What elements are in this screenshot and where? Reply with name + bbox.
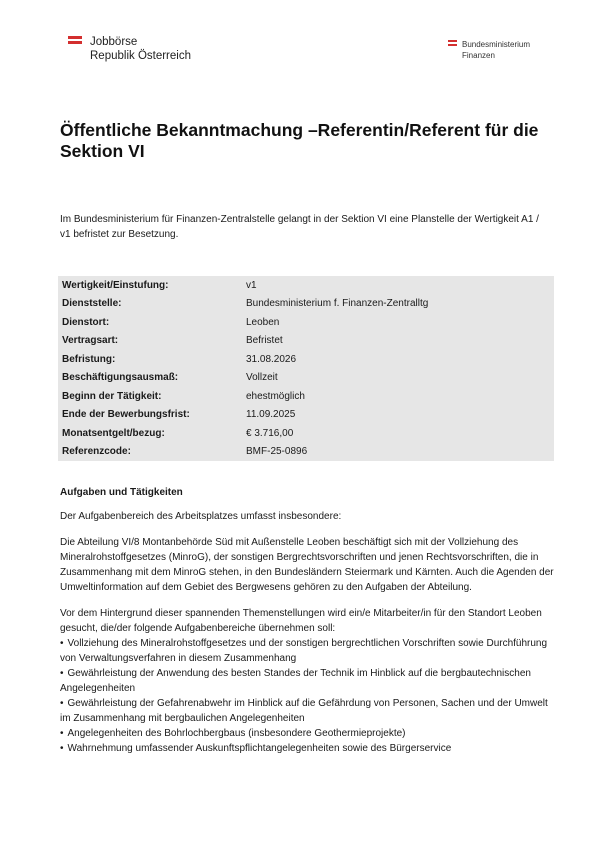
- jobboerse-logo-text: [90, 35, 191, 63]
- details-label: Referenzcode:: [62, 446, 131, 458]
- details-label: Wertigkeit/Einstufung:: [62, 279, 169, 291]
- bullet-icon: •: [60, 668, 64, 679]
- details-row: [58, 387, 554, 406]
- logo-left-line1: Jobbörse: [90, 36, 138, 48]
- details-value: v1: [246, 279, 257, 291]
- details-value: Vollzeit: [246, 372, 278, 384]
- ministry-logo-text: [462, 39, 530, 61]
- details-row: [58, 313, 554, 332]
- bullet-icon: •: [60, 698, 64, 709]
- details-label: Monatsentgelt/bezug:: [62, 427, 165, 439]
- logo-left-line2: Republik Österreich: [90, 50, 191, 62]
- task-list: [60, 636, 555, 756]
- details-label: Beginn der Tätigkeit:: [62, 390, 162, 402]
- section-paragraph: Vor dem Hintergrund dieser spannenden Themenstellungen wird ein/e Mitarbeiter/in für den Standort Leoben gesucht, die/der folgende Aufgabenbereiche übernehmen soll:: [60, 608, 542, 634]
- section-content: [60, 509, 555, 756]
- details-row: [58, 424, 554, 443]
- details-value: 31.08.2026: [246, 353, 297, 365]
- list-item-text: Gewährleistung der Gefahrenabwehr im Hinblick auf die Gefährdung von Personen, Sachen und der Umwelt im Zusammenhang mit bergbaulichen Angelegenheiten: [60, 698, 548, 724]
- details-row: [58, 332, 554, 351]
- bullet-icon: •: [60, 638, 64, 649]
- details-label: Beschäftigungsausmaß:: [62, 372, 179, 384]
- details-value: BMF-25-0896: [246, 446, 308, 458]
- details-value: ehestmöglich: [246, 390, 305, 402]
- page-title: Öffentliche Bekanntmachung –Referentin/Referent für die Sektion VI: [60, 120, 539, 161]
- details-label: Ende der Bewerbungsfrist:: [62, 409, 190, 421]
- details-row: [58, 369, 554, 388]
- details-row: [58, 443, 554, 462]
- details-row: [58, 350, 554, 369]
- list-item: [60, 726, 555, 741]
- details-label: Dienstort:: [62, 316, 110, 328]
- details-value: Bundesministerium f. Finanzen-Zentralltg: [246, 298, 429, 310]
- bullet-icon: •: [60, 728, 64, 739]
- details-value: 11.09.2025: [246, 409, 296, 421]
- details-row: [58, 406, 554, 425]
- details-row: [58, 276, 554, 295]
- details-value: Leoben: [246, 316, 280, 328]
- list-item-text: Gewährleistung der Anwendung des besten Standes der Technik im Hinblick auf die bergbautechnischen Angelegenheiten: [60, 668, 531, 694]
- section-title: Aufgaben und Tätigkeiten: [60, 487, 183, 498]
- logo-right-line2: Finanzen: [462, 51, 495, 60]
- list-item: [60, 666, 555, 696]
- list-item-text: Wahrnehmung umfassender Auskunftspflichtangelegenheiten sowie des Bürgerservice: [67, 743, 452, 754]
- bullet-icon: •: [60, 743, 64, 754]
- ministry-flag-icon: [448, 40, 457, 47]
- logo-right-line1: Bundesministerium: [462, 40, 531, 49]
- list-item-text: Angelegenheiten des Bohrlochbergbaus (insbesondere Geothermieprojekte): [67, 728, 406, 739]
- section-paragraph: Der Aufgabenbereich des Arbeitsplatzes umfasst insbesondere:: [60, 511, 342, 522]
- details-value: Befristet: [246, 335, 283, 347]
- austria-flag-icon: [68, 36, 82, 46]
- details-label: Befristung:: [62, 353, 116, 365]
- list-item: [60, 696, 555, 726]
- job-details-table: [58, 276, 554, 461]
- details-row: [58, 295, 554, 314]
- list-item: [60, 741, 555, 756]
- section-paragraph: Die Abteilung VI/8 Montanbehörde Süd mit Außenstelle Leoben beschäftigt sich mit der Vollziehung des Mineralrohstoffgesetzes (MinroG), der sonstigen Bergrechtsvorschriften und jenen Rechtsvorschriften, die in Zusammenhang mit dem MinroG stehen, in den Bundesländern Steiermark und Kärnten. Auch die Agenden der Umweltinformation auf dem Gebiet des Bergwesens gehören zu den Aufgaben der Abteilung.: [60, 537, 554, 593]
- details-value: € 3.716,00: [246, 427, 294, 439]
- details-label: Vertragsart:: [62, 335, 119, 347]
- intro-text: Im Bundesministerium für Finanzen-Zentralstelle gelangt in der Sektion VI eine Planstelle der Wertigkeit A1 / v1 befristet zur Besetzung.: [60, 214, 539, 240]
- list-item: [60, 636, 555, 666]
- list-item-text: Vollziehung des Mineralrohstoffgesetzes und der sonstigen bergrechtlichen Vorschriften sowie Durchführung von Verwaltungsverfahren in diesem Zusammenhang: [60, 638, 548, 664]
- details-label: Dienststelle:: [62, 298, 122, 310]
